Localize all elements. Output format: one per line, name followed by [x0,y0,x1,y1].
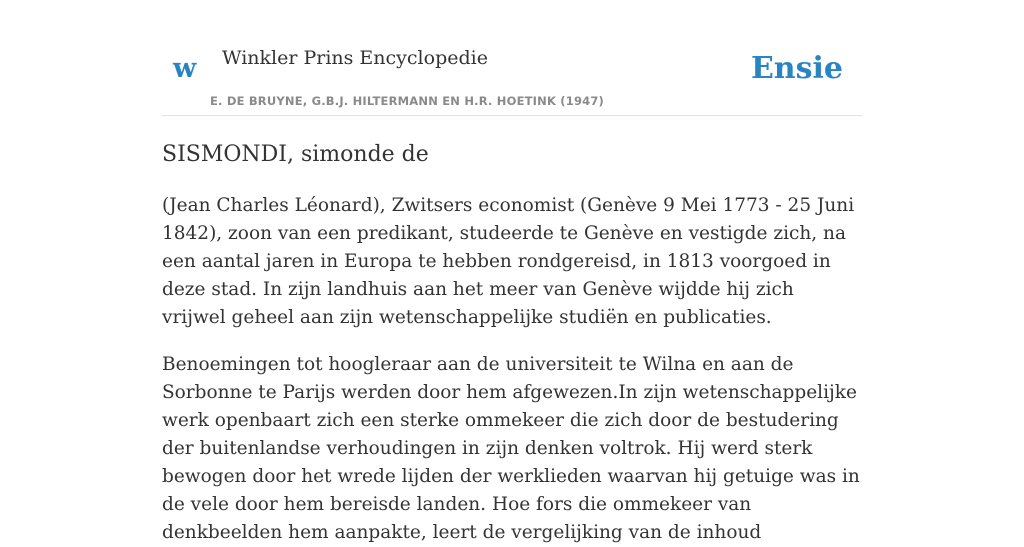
entry-title: SISMONDI, simonde de [162,142,429,167]
publication-title[interactable]: Winkler Prins Encyclopedie [222,47,488,69]
site-header [162,0,862,116]
winkler-prins-logo[interactable]: w [173,53,197,84]
publication-authors: E. DE BRUYNE, G.B.J. HILTERMANN EN H.R. HOETINK (1947) [210,94,605,108]
article-paragraph-2: Benoemingen tot hoogleraar aan de universiteit te Wilna en aan de Sorbonne te Parijs werden door hem afgewezen.In zijn wetenschappelijke werk openbaart zich een sterke ommekeer die zich door de bestudering der buitenlandse verhoudingen in zijn denken voltrok. Hij werd sterk bewogen door het wrede lijden der werklieden waarvan hij getuige was in de vele door hem bereisde landen. Hoe fors die ommekeer van denkbeelden hem aanpakte, leert de vergelijking van de inhoud [162,354,860,543]
article-content [162,136,862,547]
article-paragraph-1: (Jean Charles Léonard), Zwitsers economist (Genève 9 Mei 1773 - 25 Juni 1842), zoon van een predikant, studeerde te Genève en vestigde zich, na een aantal jaren in Europa te hebben rondgereisd, in 1813 voorgoed in deze stad. In zijn landhuis aan het meer van Genève wijdde hij zich vrijwel geheel aan zijn wetenschappelijke studiën en publicaties. [162,195,855,328]
ensie-brand-logo[interactable]: Ensie [750,51,843,86]
